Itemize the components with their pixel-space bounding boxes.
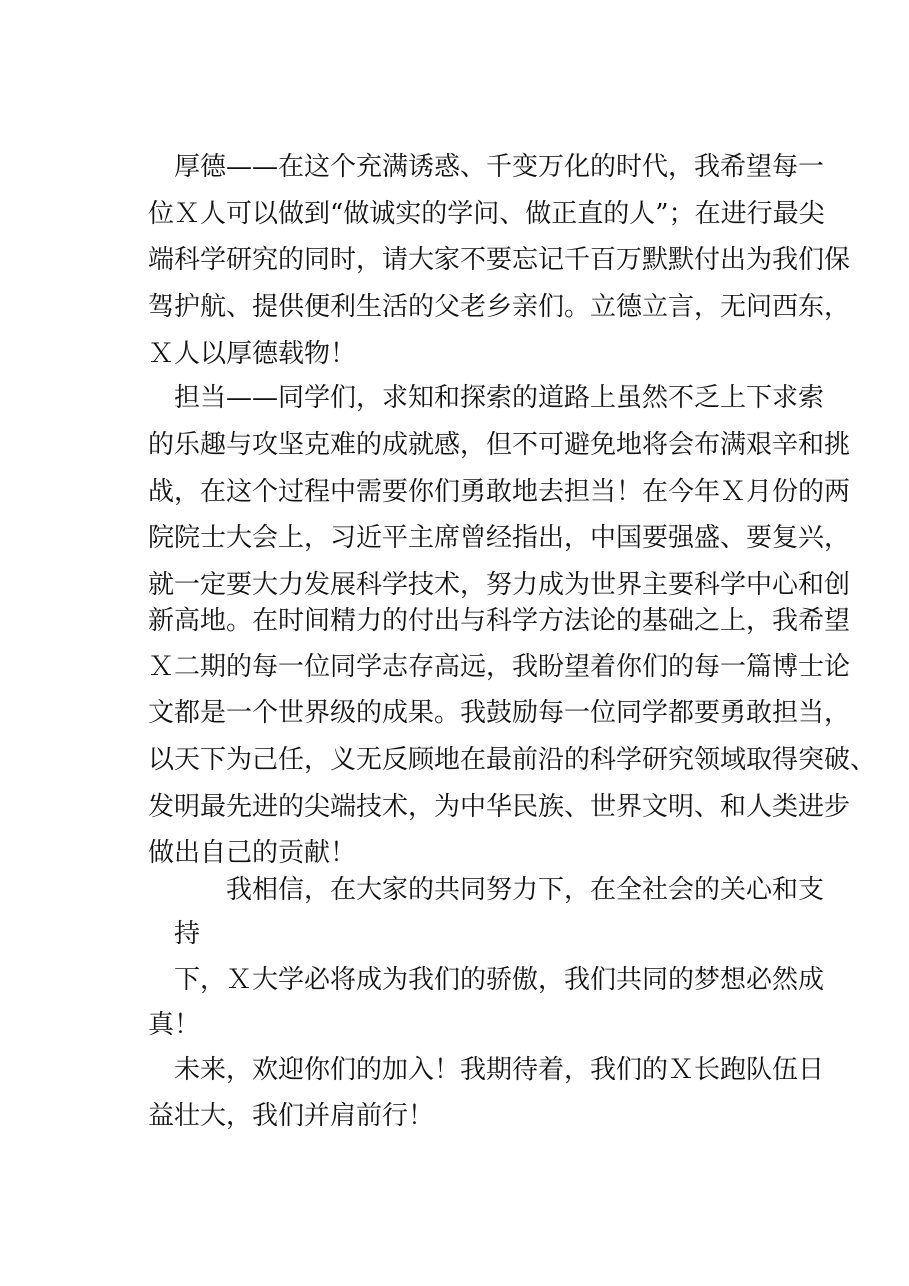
text-line: 我相信，在大家的共同努力下，在全社会的关心和支 [226,875,825,905]
text-line: 持 [174,919,201,949]
text-line: 益壮大，我们并肩前行！ [148,1101,435,1131]
text-line: 驾护航、提供便利生活的父老乡亲们。立德立言，无问西东， [148,292,851,322]
text-line: 院院士大会上，习近平主席曾经指出，中国要强盛、要复兴， [148,523,851,553]
text-line: 厚德——在这个充满诱惑、千变万化的时代，我希望每一 [174,152,825,182]
text-line: 位Ｘ人可以做到“做诚实的学问、做正直的人”；在进行最尖 [148,199,825,229]
text-line: 以天下为己任，义无反顾地在最前沿的科学研究领域取得突破、 [148,745,877,775]
text-line: 担当——同学们，求知和探索的道路上虽然不乏上下求索 [174,383,825,413]
text-line: 就一定要大力发展科学技术，努力成为世界主要科学中心和创 [148,570,851,600]
text-line: Ｘ二期的每一位同学志存高远，我盼望着你们的每一篇博士论 [148,652,851,682]
text-line: 新高地。在时间精力的付出与科学方法论的基础之上，我希望 [148,606,851,636]
text-line: 的乐趣与攻坚克难的成就感，但不可避免地将会布满艰辛和挑 [148,430,851,460]
text-line: 端科学研究的同时，请大家不要忘记千百万默默付出为我们保 [148,245,851,275]
text-line: 未来，欢迎你们的加入！我期待着，我们的Ｘ长跑队伍日 [174,1055,825,1085]
text-line: 真！ [148,1010,201,1040]
text-line: 下，Ｘ大学必将成为我们的骄傲，我们共同的梦想必然成 [174,965,825,995]
text-line: 文都是一个世界级的成果。我鼓励每一位同学都要勇敢担当， [148,698,851,728]
text-line: Ｘ人以厚德载物！ [148,339,357,369]
text-line: 发明最先进的尖端技术，为中华民族、世界文明、和人类进步 [148,792,851,822]
text-line: 战，在这个过程中需要你们勇敢地去担当！在今年Ｘ月份的两 [148,477,851,507]
text-line: 做出自己的贡献！ [148,838,357,868]
